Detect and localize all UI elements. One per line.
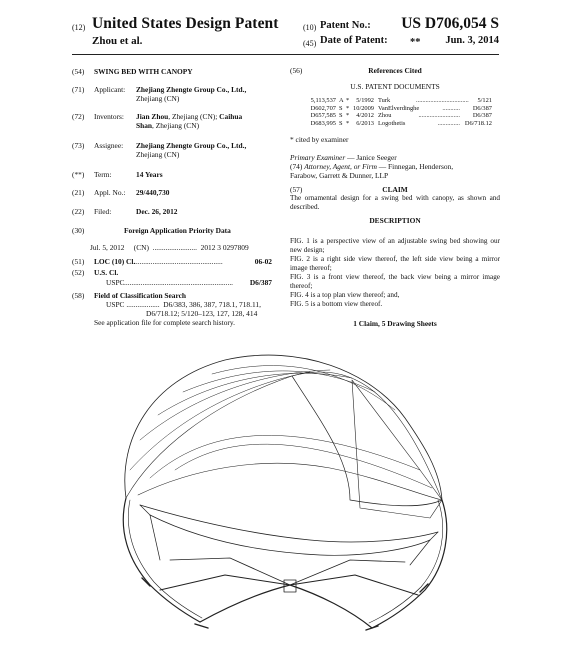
canopy-rib [140,370,330,440]
us-patent-documents-heading: U.S. PATENT DOCUMENTS [350,82,440,91]
date-of-patent: Jun. 3, 2014 [445,35,499,46]
reference-kind: A [339,97,344,104]
inventor-1-location: , Zhejiang (CN); [168,112,218,121]
attorney-firm-part-2: Farabow, Garrett & Dunner, LLP [290,171,389,180]
code-30: (30) [72,226,85,235]
assignee-location: Zhejiang (CN) [136,150,180,159]
term-value: 14 Years [136,170,163,179]
code-term: (**) [72,170,85,179]
us-cl-label: U.S. Cl. [94,268,119,277]
reference-date: 6/2013 [356,119,374,127]
inventor-name-2: Caihua [219,112,243,121]
invention-title: SWING BED WITH CANOPY [94,67,193,76]
code-54: (54) [72,67,85,76]
patent-number-label: Patent No.: [320,20,371,31]
reference-cls: D6/387 [472,112,492,119]
canopy-outline [125,355,442,500]
code-58: (58) [72,291,85,300]
applicant-label: Applicant: [94,85,126,94]
references-heading: References Cited [368,66,422,75]
attorney-firm-part-1: — Finnegan, Henderson, [378,162,454,171]
canopy-front-flap [292,376,442,506]
reference-date: 10/2009 [353,104,374,112]
reference-star: * [346,112,350,119]
reference-kind: S [339,119,343,127]
uspc-value: D6/387 [249,278,272,287]
description-fig-2: FIG. 2 is a right side view thereof, the left side view being a mirror image thereof; [290,255,500,272]
date-of-patent-label: Date of Patent: [320,35,388,46]
field-search-line-2: D6/718.12; 5/120–123, 127, 128, 414 [146,309,258,318]
code-72: (72) [72,112,85,121]
canopy-rib [130,372,310,470]
primary-examiner-name: — Janice Seeger [347,153,397,162]
reference-star: * [346,104,350,112]
canopy-front-panel [352,380,442,518]
reference-name: Turk [378,97,391,104]
canopy-inner-edge [138,463,442,500]
code-73: (73) [72,141,85,150]
loc-value: 06-02 [254,257,272,266]
bed-rope [140,505,438,540]
frame-base-front [200,585,372,628]
reference-cls: 5/121 [477,97,492,104]
frame-hanger [150,515,430,565]
bed-surface [140,505,438,542]
uspc-label: USPC [106,278,125,287]
applicant-name: Zhejiang Zhengte Group Co., Ltd., [136,85,247,94]
code-12: (12) [72,23,86,32]
field-search-line-1: USPC .................. D6/383, 386, 387, 718.1, 718.11, [106,300,261,309]
code-21: (21) [72,188,85,197]
date-stars: ** [410,37,421,48]
reference-date: 4/2012 [356,112,374,119]
patent-number: US D706,054 S [401,15,499,32]
code-10: (10) [303,23,317,32]
reference-name: Logothetis [378,119,406,127]
claim-heading: CLAIM [382,185,408,194]
code-51: (51) [72,257,85,266]
term-label: Term: [94,170,112,179]
description-fig-3: FIG. 3 is a front view thereof, the back view being a mirror image thereof; [290,273,500,290]
frame-right-arc-inner [369,500,443,623]
bed-edge [150,515,430,555]
frame-base-back [170,558,405,585]
reference-dots: .............. [437,119,460,127]
primary-examiner-label: Primary Examiner [290,153,346,162]
inventor-name-2-surname: Shan [136,121,153,130]
applicant-location: Zhejiang (CN) [136,94,180,103]
description-heading: DESCRIPTION [369,216,421,225]
reference-star: * [346,97,350,104]
attorney-label: Attorney, Agent, or Firm [304,162,377,171]
appl-no-value: 29/440,730 [136,188,170,197]
reference-kind: S [339,112,343,119]
code-71: (71) [72,85,85,94]
foreign-priority-line: Jul. 5, 2012 (CN) ........................ 2012 3 0297809 [90,243,249,252]
reference-num: D683,995 [310,119,336,127]
description-fig-4: FIG. 4 is a top plan view thereof; and, [290,291,400,299]
filed-label: Filed: [94,207,112,216]
description-fig-1: FIG. 1 is a perspective view of an adjustable swing bed showing our new design; [290,237,500,254]
code-52: (52) [72,268,85,277]
assignee-name: Zhejiang Zhengte Group Co., Ltd., [136,141,247,150]
reference-dots: ........... [442,104,460,112]
appl-no-label: Appl. No.: [94,188,126,197]
reference-name: VanElverdinghe [378,104,420,112]
reference-kind: S [339,104,343,112]
field-search-label: Field of Classification Search [94,291,187,300]
document-type-title: United States Design Patent [92,15,279,32]
inventor-short: Zhou et al. [92,35,143,47]
frame-left-arc [123,498,200,622]
uspc-dots: ........................................................... [124,278,234,287]
code-57: (57) [290,185,303,194]
canopy-rib [150,435,420,478]
canopy-rib [175,444,432,488]
reference-dots: ................................. [416,97,469,104]
inventor-name-1: Jian Zhou [136,112,169,121]
reference-num: 5,113,537 [310,97,336,104]
canopy-rib [158,373,352,415]
reference-dots: .......................... [418,112,460,119]
code-45: (45) [303,39,317,48]
inventor-2-location: , Zhejiang (CN) [152,121,200,130]
filed-value: Dec. 26, 2012 [136,207,178,216]
field-search-note: See application file for complete search history. [94,318,235,327]
reference-star: * [346,119,350,127]
cited-by-examiner-note: * cited by examiner [290,135,349,144]
description-fig-5: FIG. 5 is a bottom view thereof. [290,300,383,308]
claim-text: The ornamental design for a swing bed with canopy, as shown and described. [290,194,500,211]
claims-sheets-note: 1 Claim, 5 Drawing Sheets [353,319,437,328]
reference-cls: D6/387 [472,104,492,112]
code-22: (22) [72,207,85,216]
reference-num: D602,707 [310,104,336,112]
assignee-label: Assignee: [94,141,124,150]
loc-label: LOC (10) Cl. [94,257,136,266]
reference-name: Zhou [378,112,392,119]
reference-cls: D6/718.12 [464,119,492,127]
reference-num: D657,585 [310,112,336,119]
loc-dots: ................................................ [134,257,223,266]
code-56: (56) [290,66,303,75]
foreign-priority-heading: Foreign Application Priority Data [124,226,231,235]
reference-date: 5/1992 [356,97,374,104]
canopy-rib [212,366,395,410]
inventors-label: Inventors: [94,112,124,121]
attorney-code: (74) [290,162,303,171]
